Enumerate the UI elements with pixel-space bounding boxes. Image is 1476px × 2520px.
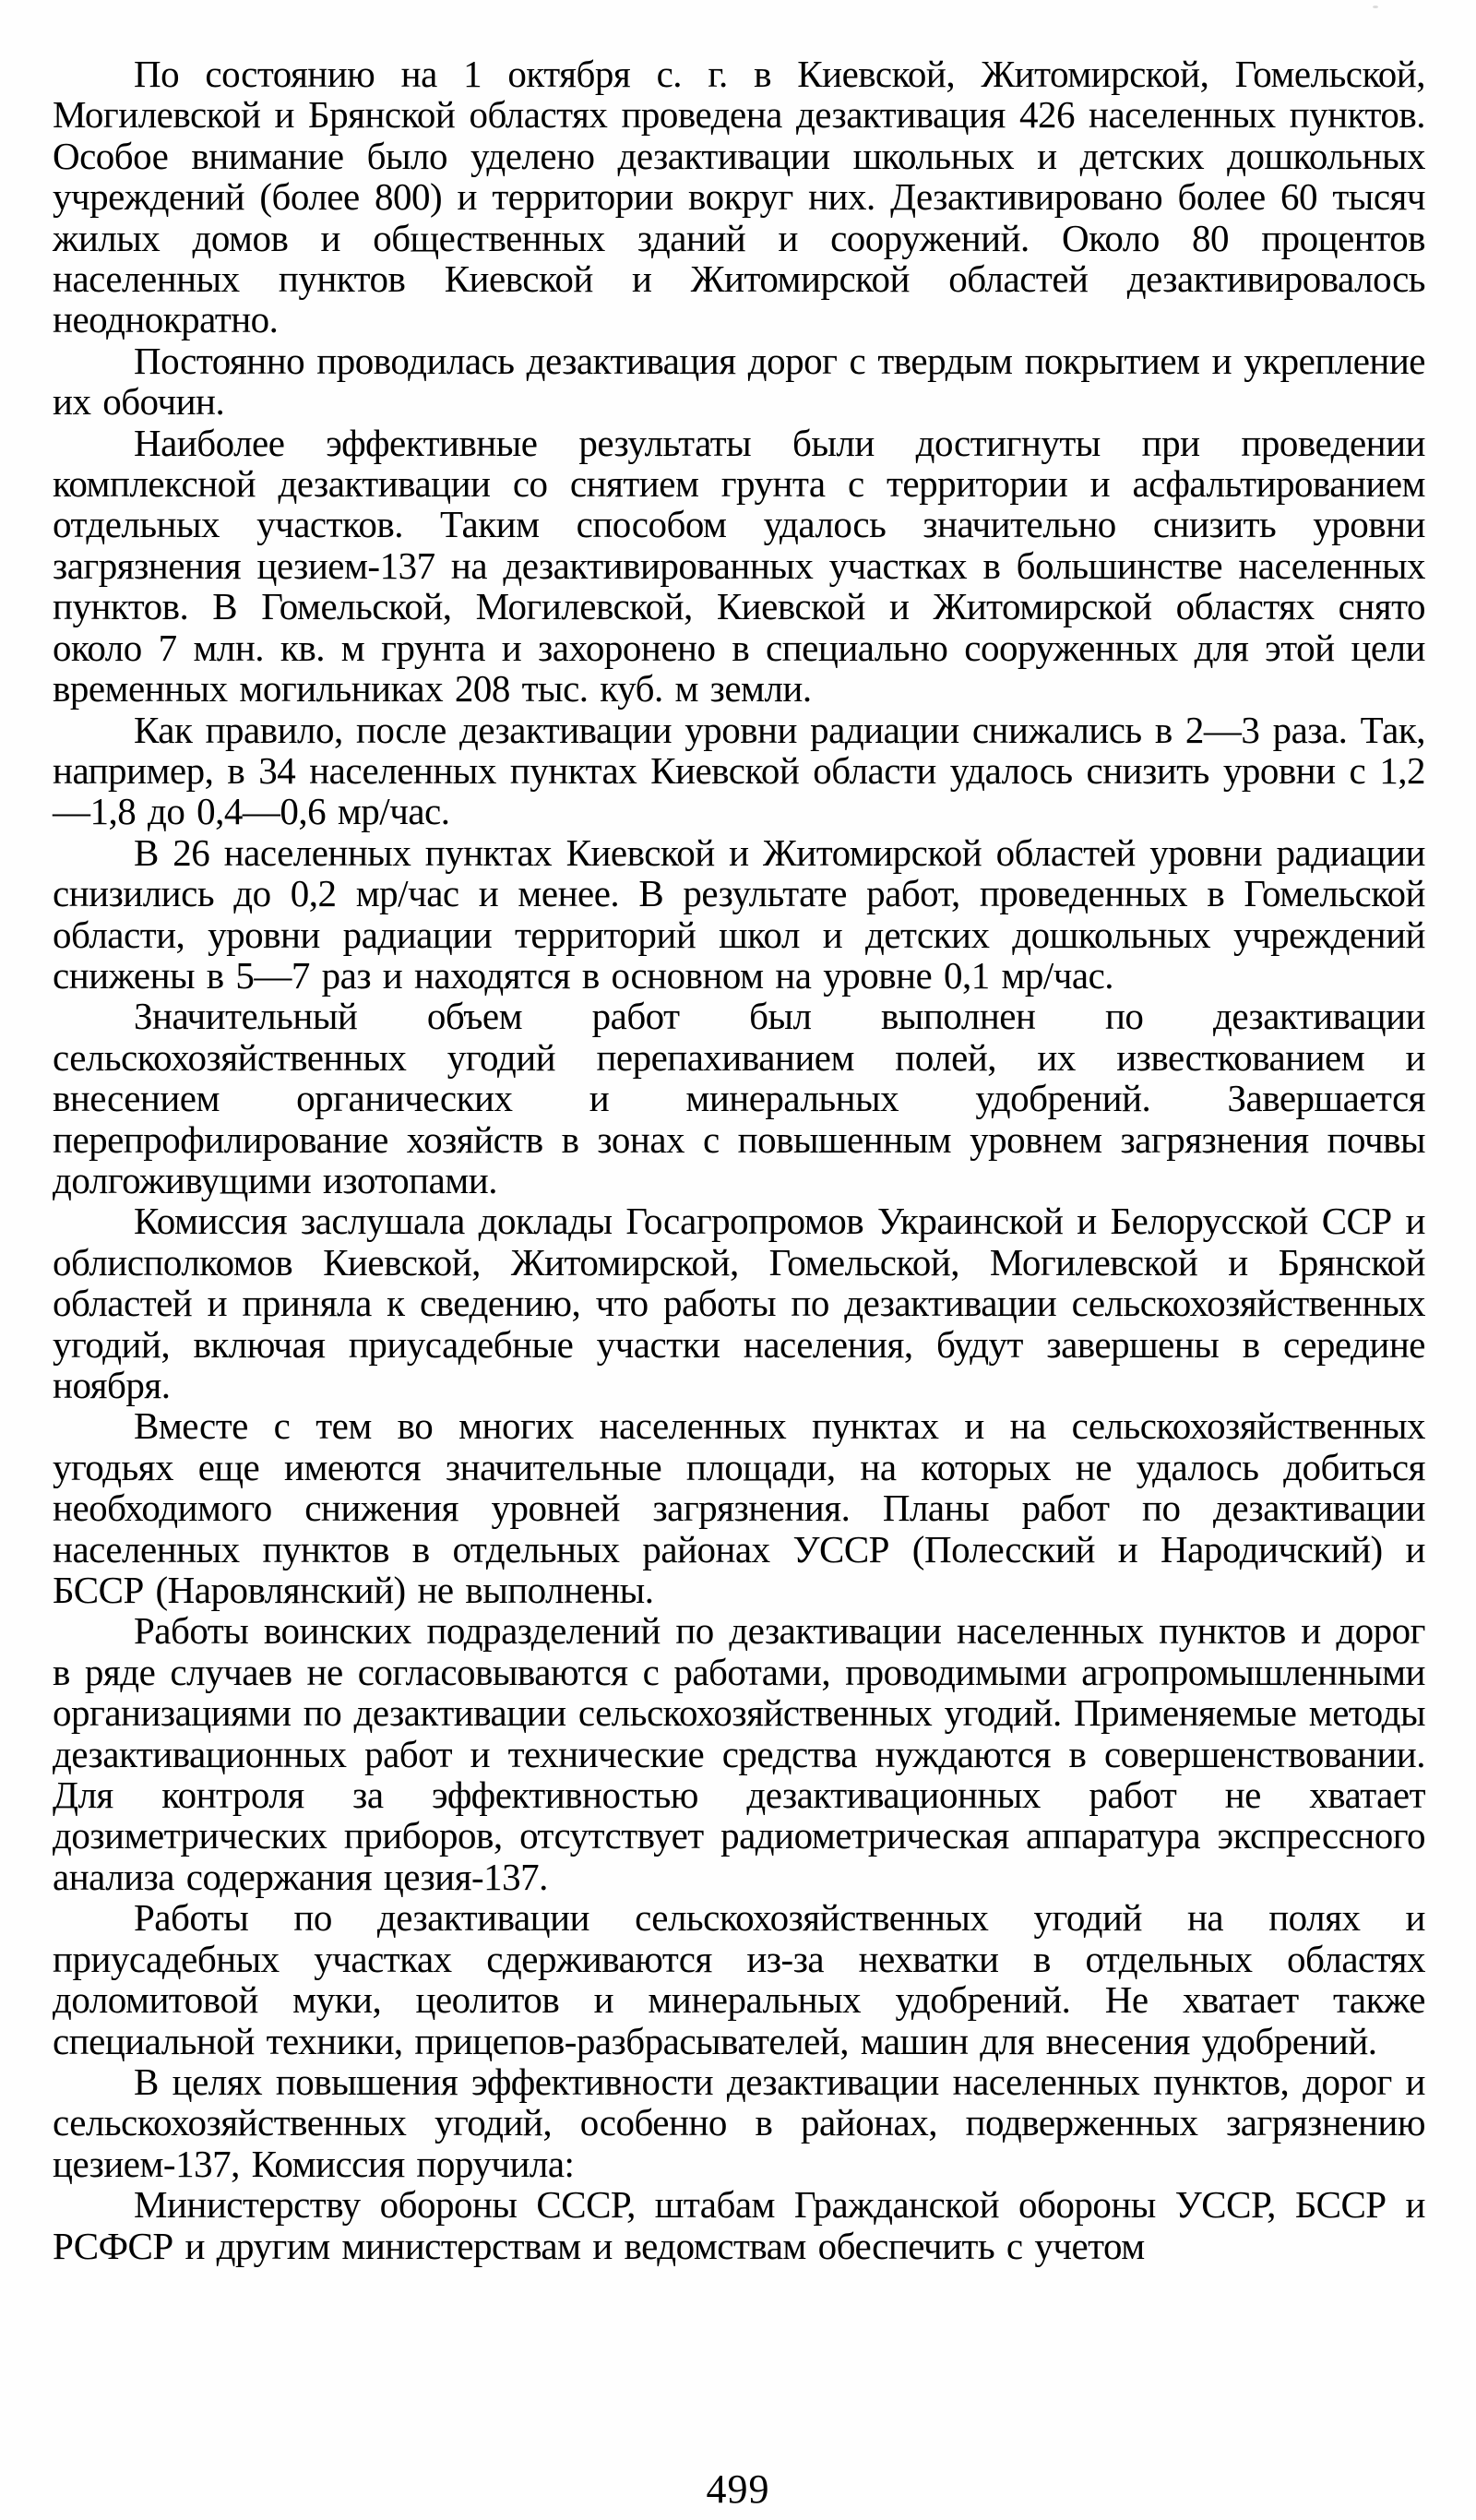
paragraph: Работы по дезактивации сельскохозяйственных угодий на полях и приусадебных участках сдерживаются из-за нехватки в отдельных областях доломитовой муки, цеолитов и минеральных удобрений. Не хватает также специальной техники, прицепов-разбрасывателей, машин для внесения удобрений. bbox=[53, 1896, 1425, 2062]
paragraph: Постоянно проводилась дезактивация дорог с твердым покрытием и укрепление их обочин. bbox=[53, 339, 1425, 424]
paragraph: Вместе с тем во многих населенных пунктах и на сельскохозяйственных угодьях еще имеются значительные площади, на которых не удалось добиться необходимого снижения уровней загрязнения. Планы работ по дезактивации населенных пунктов в отдельных районах УССР (Полесский и Народичский) и БССР (Наровлянский) не выполнены. bbox=[53, 1404, 1425, 1612]
paragraph: Как правило, после дезактивации уровни радиации снижались в 2—3 раза. Так, например, в 34 населенных пунктах Киевской области удалось снизить уровни с 1,2—1,8 до 0,4—0,6 мр/час. bbox=[53, 708, 1425, 833]
scan-speck bbox=[1373, 6, 1378, 8]
paragraph: Наиболее эффективные результаты были достигнуты при проведении комплексной дезактивации со снятием грунта с территории и асфальтированием отдельных участков. Таким способом удалось значительно снизить уровни загрязнения цезием-137 на дезактивированных участках в большинстве населенных пунктов. В Гомельской, Могилевской, Киевской и Житомирской областях снято около 7 млн. кв. м грунта и захоронено в специально сооруженных для этой цели временных могильниках 208 тыс. куб. м земли. bbox=[53, 421, 1425, 711]
paragraph: Министерству обороны СССР, штабам Гражданской обороны УССР, БССР и РСФСР и другим министерствам и ведомствам обеспечить с учетом bbox=[53, 2183, 1425, 2267]
paragraph: В целях повышения эффективности дезактивации населенных пунктов, дорог и сельскохозяйственных угодий, особенно в районах, подверженных загрязнению цезием-137, Комиссия поручила: bbox=[53, 2060, 1425, 2185]
page-number: 499 bbox=[706, 2466, 770, 2512]
paragraph: По состоянию на 1 октября с. г. в Киевской, Житомирской, Гомельской, Могилевской и Брянской областях проведена дезактивация 426 населенных пунктов. Особое внимание было уделено дезактивации школьных и детских дошкольных учреждений (более 800) и территории вокруг них. Дезактивировано более 60 тысяч жилых домов и общественных зданий и сооружений. Около 80 процентов населенных пунктов Киевской и Житомирской областей дезактивировалось неоднократно. bbox=[53, 53, 1425, 341]
paragraph: Работы воинских подразделений по дезактивации населенных пунктов и дорог в ряде случаев не согласовываются с работами, проводимыми агропромышленными организациями по дезактивации сельскохозяйственных угодий. Применяемые методы дезактивационных работ и технические средства нуждаются в совершенствовании. Для контроля за эффективностью дезактивационных работ не хватает дозиметрических приборов, отсутствует радиометрическая аппаратура экспрессного анализа содержания цезия-137. bbox=[53, 1609, 1425, 1898]
paragraph: В 26 населенных пунктах Киевской и Житомирской областей уровни радиации снизились до 0,2 мр/час и менее. В результате работ, проведенных в Гомельской области, уровни радиации территорий школ и детских дошкольных учреждений снижены в 5—7 раз и находятся в основном на уровне 0,1 мр/час. bbox=[53, 830, 1425, 997]
paragraph: Комиссия заслушала доклады Госагропромов Украинской и Белорусской ССР и облисполкомов Киевской, Житомирской, Гомельской, Могилевской и Брянской областей и приняла к сведению, что работы по дезактивации сельскохозяйственных угодий, включая приусадебные участки населения, будут завершены в середине ноября. bbox=[53, 1200, 1425, 1406]
paragraph: Значительный объем работ был выполнен по дезактивации сельскохозяйственных угодий перепахиванием полей, их известкованием и внесением органических и минеральных удобрений. Завершается перепрофилирование хозяйств в зонах с повышенным уровнем загрязнения почвы долгоживущими изотопами. bbox=[53, 995, 1425, 1201]
document-body bbox=[53, 54, 1425, 2266]
